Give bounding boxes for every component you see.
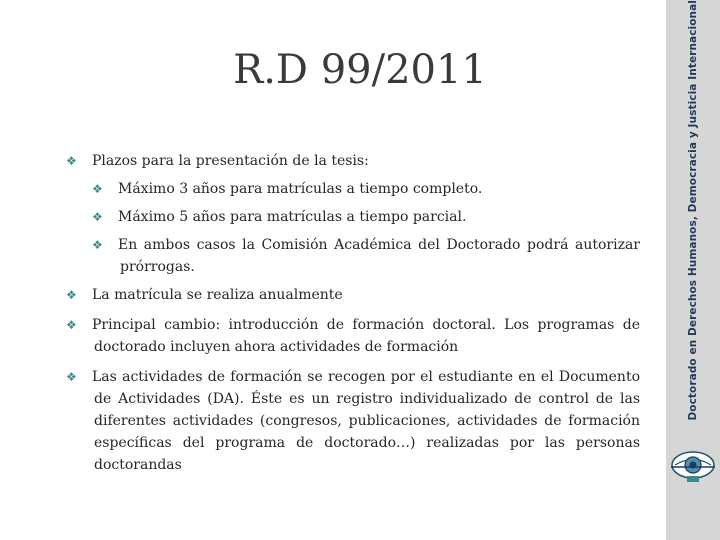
bullet-item [92, 234, 640, 278]
bullet-diamond-icon: ❖ [92, 210, 103, 224]
sidebar-caption: Doctorado en Derechos Humanos, Democracia y Justicia Internacional [687, 0, 699, 421]
bullet-diamond-icon: ❖ [66, 318, 77, 332]
bullet-text: La matrícula se realiza anualmente [92, 287, 343, 303]
bullet-diamond-icon: ❖ [92, 182, 103, 196]
eye-icon [668, 440, 718, 490]
bullet-diamond-icon: ❖ [66, 154, 77, 168]
bullet-item [66, 366, 640, 476]
bullet-text: En ambos casos la Comisión Académica del Doctorado podrá autorizar prórrogas. [118, 237, 640, 275]
bullet-item [92, 206, 640, 228]
bullet-text: Máximo 5 años para matrículas a tiempo parcial. [118, 209, 467, 225]
bullet-text: Las actividades de formación se recogen por el estudiante en el Documento de Actividades (DA). Éste es un registro individualizado de control de las diferentes actividades (congresos, publicaciones, actividades de formación específicas del programa de doctorado…) realizadas por las personas doctorandas [92, 369, 640, 473]
bullet-diamond-icon: ❖ [66, 288, 77, 302]
bullet-diamond-icon: ❖ [92, 238, 103, 252]
bullet-item [66, 150, 640, 172]
bullet-diamond-icon: ❖ [66, 370, 77, 384]
bullet-text: Máximo 3 años para matrículas a tiempo completo. [118, 181, 483, 197]
slide-title: R.D 99/2011 [233, 47, 487, 93]
bullet-text: Principal cambio: introducción de formación doctoral. Los programas de doctorado incluyen ahora actividades de formación [92, 317, 640, 355]
bullet-item [66, 284, 640, 306]
bullet-item [66, 314, 640, 358]
bullet-item [92, 178, 640, 200]
bullet-text: Plazos para la presentación de la tesis: [92, 153, 369, 169]
